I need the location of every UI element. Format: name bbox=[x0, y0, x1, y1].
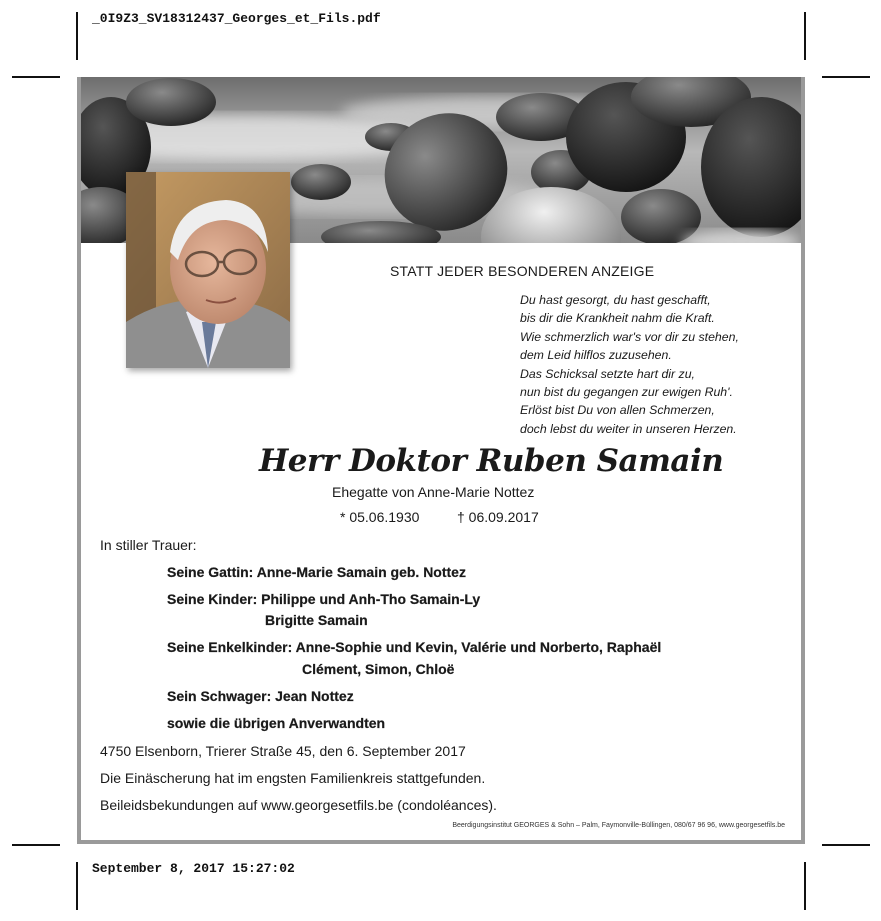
funeral-home-credit: Beerdigungsinstitut GEORGES & Sohn – Palm, Faymonville-Büllingen, 080/67 96 96, www.georgesetfils.be bbox=[452, 822, 785, 829]
deceased-name: Herr Doktor Ruben Samain bbox=[259, 443, 724, 479]
print-timestamp: September 8, 2017 15:27:02 bbox=[92, 861, 295, 876]
poem-line: Erlöst bist Du von allen Schmerzen, bbox=[520, 403, 715, 418]
crop-mark bbox=[76, 862, 78, 910]
crop-mark bbox=[822, 844, 870, 846]
notice-heading: STATT JEDER BESONDEREN ANZEIGE bbox=[390, 263, 655, 279]
mourning-intro: In stiller Trauer: bbox=[100, 537, 197, 553]
poem bbox=[520, 291, 800, 438]
family-relatives: sowie die übrigen Anverwandten bbox=[167, 715, 386, 731]
poem-line: Du hast gesorgt, du hast geschafft, bbox=[520, 293, 711, 307]
death-date: † 06.09.2017 bbox=[457, 509, 539, 525]
poem-line: Wie schmerzlich war's vor dir zu stehen, bbox=[520, 329, 739, 344]
poem-line: dem Leid hilflos zuzusehen. bbox=[520, 348, 672, 363]
poem-line: bis dir die Krankheit nahm die Kraft. bbox=[520, 311, 715, 326]
family-children: Seine Kinder: Philippe und Anh-Tho Samain-Ly bbox=[167, 591, 481, 607]
portrait-photo bbox=[126, 172, 290, 368]
poem-line: Das Schicksal setzte hart dir zu, bbox=[520, 366, 695, 381]
spouse-line: Ehegatte von Anne-Marie Nottez bbox=[332, 484, 535, 500]
crop-mark bbox=[12, 844, 60, 846]
cremation-note: Die Einäscherung hat im engsten Familienkreis stattgefunden. bbox=[100, 770, 486, 786]
crop-mark bbox=[12, 76, 60, 78]
family-brother-in-law: Sein Schwager: Jean Nottez bbox=[167, 688, 354, 704]
family-children-continued: Brigitte Samain bbox=[265, 612, 368, 628]
birth-date: * 05.06.1930 bbox=[340, 509, 420, 525]
poem-line: nun bist du gegangen zur ewigen Ruh'. bbox=[520, 385, 733, 400]
poem-line: doch lebst du weiter in unseren Herzen. bbox=[520, 421, 737, 436]
crop-mark bbox=[804, 862, 806, 910]
family-grandchildren: Seine Enkelkinder: Anne-Sophie und Kevin, Valérie und Norberto, Raphaël bbox=[167, 639, 662, 655]
family-wife: Seine Gattin: Anne-Marie Samain geb. Nottez bbox=[167, 564, 466, 580]
obituary-notice bbox=[77, 77, 805, 844]
crop-mark bbox=[822, 76, 870, 78]
condolences-note: Beileidsbekundungen auf www.georgesetfils.be (condoléances). bbox=[100, 797, 497, 813]
pdf-filename: _0I9Z3_SV18312437_Georges_et_Fils.pdf bbox=[92, 11, 381, 26]
crop-mark bbox=[804, 12, 806, 60]
family-grandchildren-continued: Clément, Simon, Chloë bbox=[302, 661, 455, 677]
place-date: 4750 Elsenborn, Trierer Straße 45, den 6. September 2017 bbox=[100, 743, 466, 759]
crop-mark bbox=[76, 12, 78, 60]
